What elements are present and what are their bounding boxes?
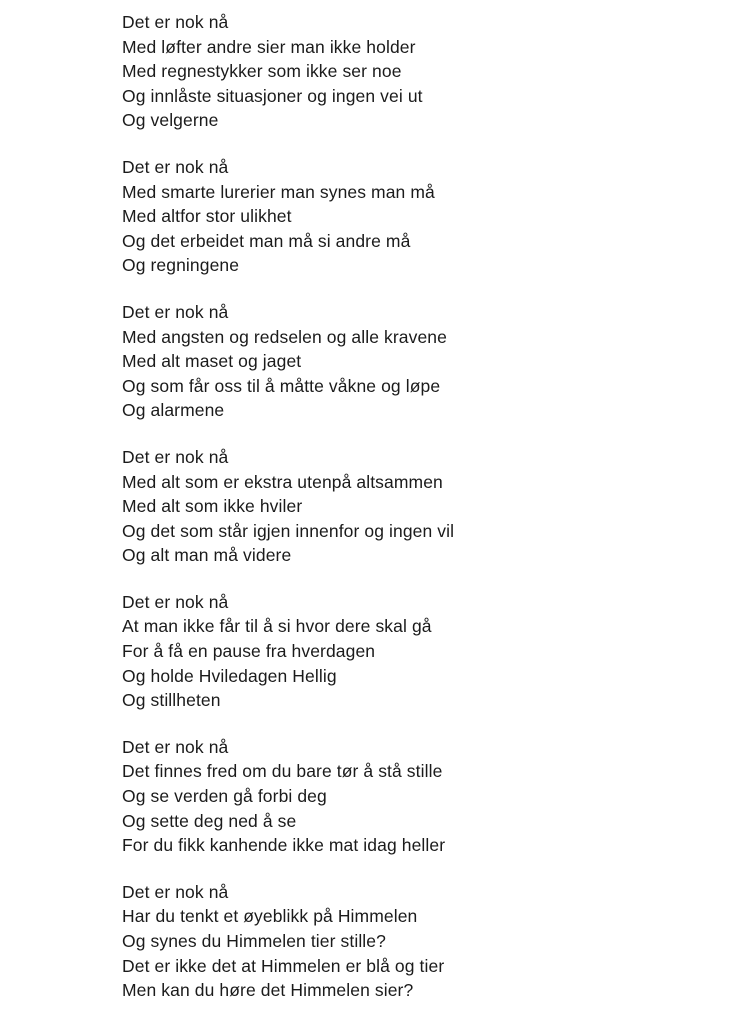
lyric-stanza: [122, 735, 743, 858]
lyric-line: Med angsten og redselen og alle kravene: [122, 326, 447, 347]
lyric-line: At man ikke får til å si hvor dere skal gå: [122, 616, 432, 637]
lyric-line: Og sette deg ned å se: [122, 810, 297, 831]
lyric-line: Og synes du Himmelen tier stille?: [122, 931, 386, 951]
lyric-line: Det er nok nå: [122, 156, 229, 177]
lyric-line: Med alt som er ekstra utenpå altsammen: [122, 471, 443, 492]
lyric-line: Og holde Hviledagen Hellig: [122, 665, 337, 686]
lyric-line: Det er ikke det at Himmelen er blå og tier: [122, 955, 445, 976]
lyric-line: Og se verden gå forbi deg: [122, 786, 327, 807]
lyric-stanza: [122, 590, 743, 713]
lyric-line: Og regningene: [122, 255, 240, 276]
lyric-line: Med alt maset og jaget: [122, 351, 302, 372]
lyric-line: Med løfter andre sier man ikke holder: [122, 36, 416, 57]
lyric-line: Med smarte lurerier man synes man må: [122, 181, 435, 202]
lyrics-body: [122, 10, 743, 1003]
lyric-line: For å få en pause fra hverdagen: [122, 641, 376, 662]
lyric-line: Og alarmene: [122, 400, 225, 421]
lyric-line: Og alt man må videre: [122, 545, 292, 566]
lyric-line: Med altfor stor ulikhet: [122, 206, 292, 227]
lyric-line: Og innlåste situasjoner og ingen vei ut: [122, 85, 423, 106]
lyric-line: Og velgerne: [122, 110, 219, 131]
lyric-line: Det er nok nå: [122, 736, 229, 757]
lyric-line: Med alt som ikke hviler: [122, 496, 303, 517]
lyric-line: Det er nok nå: [122, 12, 229, 32]
lyric-line: Og stillheten: [122, 690, 221, 711]
lyric-stanza: [122, 300, 743, 423]
lyric-line: For du fikk kanhende ikke mat idag heller: [122, 835, 446, 856]
lyric-line: Det er nok nå: [122, 301, 229, 322]
lyric-stanza: [122, 155, 743, 278]
lyric-line: Men kan du høre det Himmelen sier?: [122, 980, 414, 1001]
lyric-line: Det er nok nå: [122, 446, 229, 467]
lyric-line: Med regnestykker som ikke ser noe: [122, 61, 402, 82]
lyric-stanza: [122, 445, 743, 568]
lyric-line: Det er nok nå: [122, 881, 229, 902]
lyric-stanza: [122, 880, 743, 1003]
lyric-line: Og det som står igjen innenfor og ingen vil: [122, 520, 455, 541]
lyric-stanza: [122, 10, 743, 133]
lyric-line: Det finnes fred om du bare tør å stå stille: [122, 761, 443, 782]
lyric-line: Og det erbeidet man må si andre må: [122, 230, 411, 251]
lyric-line: Og som får oss til å måtte våkne og løpe: [122, 375, 441, 396]
lyric-line: Det er nok nå: [122, 591, 229, 612]
lyric-line: Har du tenkt et øyeblikk på Himmelen: [122, 906, 418, 927]
